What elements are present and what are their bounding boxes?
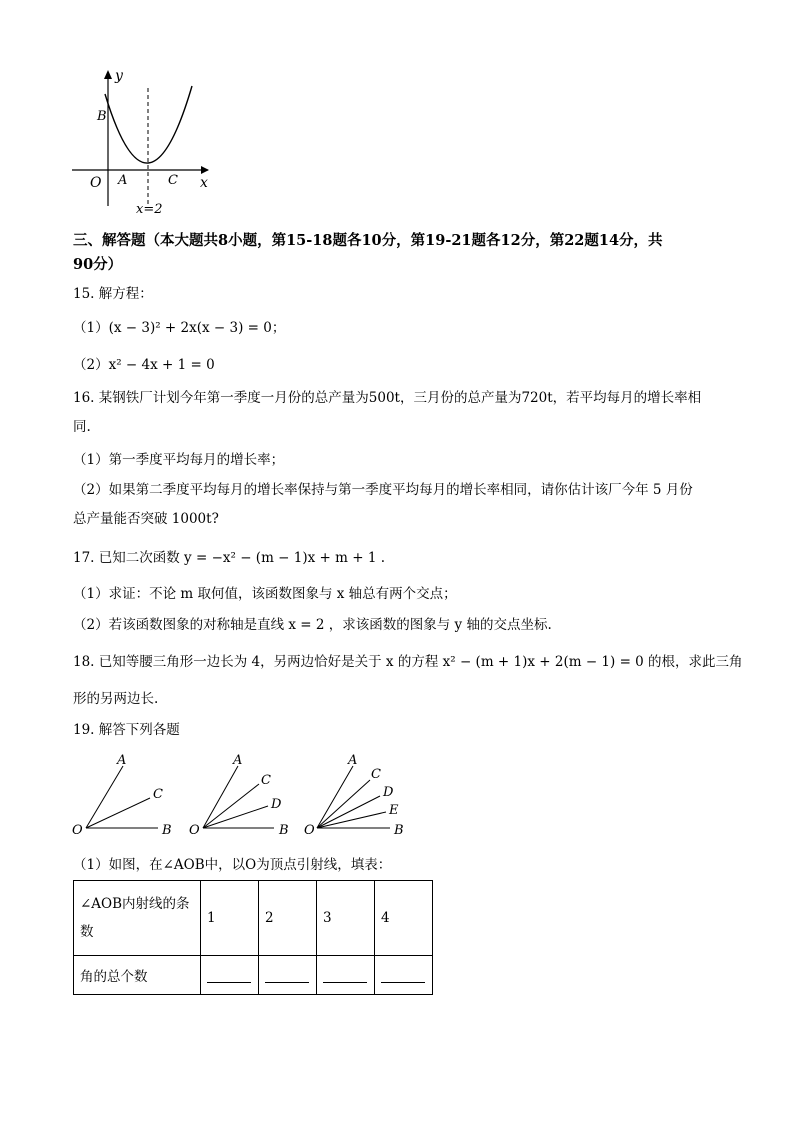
- fig3-label-e: E: [389, 803, 399, 818]
- fig2-label-a: A: [233, 753, 243, 768]
- section-title-line1: 三、解答题（本大题共8小题，第15-18题各10分，第19-21题各12分，第22题14分，共: [73, 232, 663, 249]
- table-row: [74, 956, 433, 995]
- parabola-graph: [68, 66, 218, 216]
- q15-stem: 15. 解方程：: [73, 286, 153, 302]
- q17-stem: 17. 已知二次函数 y = −x² − (m − 1)x + m + 1 .: [73, 550, 385, 566]
- y-axis-arrow-icon: [104, 70, 112, 79]
- q16-part1: （1）第一季度平均每月的增长率；: [73, 452, 285, 468]
- fig3-label-d: D: [383, 785, 394, 800]
- answer-blank[interactable]: [381, 968, 425, 983]
- fig1-label-c: C: [153, 787, 163, 802]
- table-blank-4[interactable]: [375, 956, 433, 995]
- q16-part2-line1: （2）如果第二季度平均每月的增长率保持与第一季度平均每月的增长率相同，请你估计该厂今年 5 月份: [73, 482, 693, 498]
- answer-blank[interactable]: [207, 968, 251, 983]
- q17-part2: （2）若该函数图象的对称轴是直线 x = 2 ，求该函数的图象与 y 轴的交点坐标.: [73, 617, 552, 633]
- fig2-label-c: C: [261, 773, 271, 788]
- q18-line1: 18. 已知等腰三角形一边长为 4，另两边恰好是关于 x 的方程 x² − (m + 1)x + 2(m − 1) = 0 的根，求此三角: [73, 654, 743, 670]
- point-c-label: C: [168, 173, 178, 188]
- q15-part2: （2）x² − 4x + 1 = 0: [73, 357, 215, 373]
- answer-blank[interactable]: [265, 968, 309, 983]
- origin-label: O: [90, 175, 102, 191]
- table-count-1: 1: [201, 881, 259, 956]
- q19-stem: 19. 解答下列各题: [73, 722, 180, 738]
- x-axis-label: x: [200, 175, 208, 191]
- y-axis-label: y: [115, 68, 123, 84]
- table-row: [74, 881, 433, 956]
- table-row2-header: 角的总个数: [74, 956, 201, 995]
- table-blank-1[interactable]: [201, 956, 259, 995]
- answer-blank[interactable]: [323, 968, 367, 983]
- angle-figure-3: [304, 753, 404, 838]
- fig3-label-b: B: [394, 823, 404, 838]
- fig2-label-b: B: [279, 823, 289, 838]
- q19-part1: （1）如图，在∠AOB中，以O为顶点引射线，填表：: [73, 857, 392, 873]
- table-blank-3[interactable]: [317, 956, 375, 995]
- q16-part2-line2: 总产量能否突破 1000t?: [73, 511, 219, 527]
- angle-count-table: [73, 880, 433, 995]
- table-count-2: 2: [259, 881, 317, 956]
- point-b-label: B: [97, 109, 107, 124]
- fig2-label-d: D: [271, 797, 282, 812]
- angle-figures: [68, 748, 418, 843]
- fig3-label-a: A: [348, 753, 358, 768]
- table-blank-2[interactable]: [259, 956, 317, 995]
- fig1-label-b: B: [162, 823, 172, 838]
- table-row1-header: ∠AOB内射线的条数: [74, 881, 201, 956]
- fig1-label-o: O: [72, 823, 83, 838]
- fig3-label-c: C: [371, 767, 381, 782]
- angle-figure-2: [189, 753, 289, 838]
- q16-stem-line2: 同.: [73, 419, 91, 435]
- q16-stem-line1: 16. 某钢铁厂计划今年第一季度一月份的总产量为500t，三月份的总产量为720t，若平均每月的增长率相: [73, 390, 702, 406]
- q15-part1: （1）(x − 3)² + 2x(x − 3) = 0；: [73, 320, 286, 336]
- fig1-label-a: A: [117, 753, 127, 768]
- q18-line2: 形的另两边长.: [73, 691, 159, 707]
- point-a-label: A: [118, 173, 128, 188]
- section-title-line2: 90分）: [73, 256, 123, 273]
- fig2-label-o: O: [189, 823, 200, 838]
- q17-part1: （1）求证：不论 m 取何值，该函数图象与 x 轴总有两个交点；: [73, 586, 457, 602]
- table-count-4: 4: [375, 881, 433, 956]
- angle-figure-1: [72, 753, 172, 838]
- x-axis-arrow-icon: [201, 166, 209, 174]
- fig3-label-o: O: [304, 823, 315, 838]
- table-count-3: 3: [317, 881, 375, 956]
- symmetry-axis-label: x=2: [136, 202, 163, 216]
